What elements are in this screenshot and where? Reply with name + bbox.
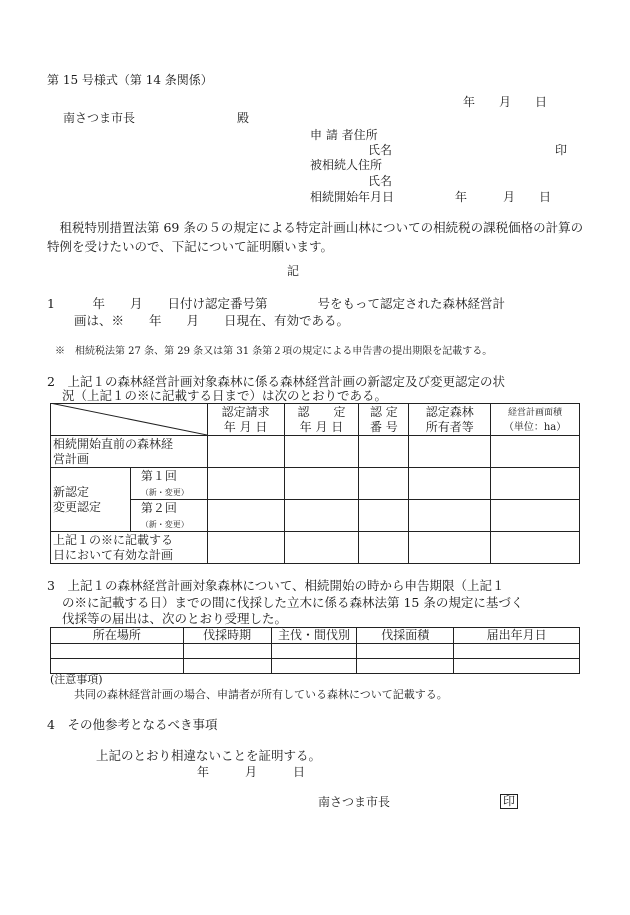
- ki-heading: 記: [287, 264, 300, 278]
- item1-line1: 1 年 月 日付け認定番号第 号をもって認定された森林経営計: [47, 296, 505, 311]
- notes-title: (注意事項): [50, 673, 103, 686]
- item3-line3: 伐採等の届出は、次のとおり受理した。: [62, 611, 288, 626]
- item1-line2: 画は、※ 年 月 日現在、有効である。: [74, 313, 350, 328]
- addressee: 南さつま市長: [63, 111, 136, 125]
- header-request-date: 認定請求 年 月 日: [207, 404, 284, 436]
- certify-date: 年 月 日: [197, 765, 306, 779]
- table-row: [51, 500, 580, 532]
- date-line: 年 月 日: [463, 95, 548, 109]
- table-row: [51, 468, 580, 500]
- certification-table: [50, 403, 580, 564]
- header-report-date: 届出年月日: [454, 628, 580, 644]
- row-label-new-change: 新認定 変更認定: [51, 468, 131, 532]
- header-approval-date: 認 定 年 月 日: [284, 404, 359, 436]
- item1-note: ※ 相続税法第 27 条、第 29 条又は第 31 条第２項の規定による申告書の提出期限を記載する。: [55, 346, 493, 357]
- round2-cell: 第２回 （新・変更）: [130, 500, 207, 532]
- inherit-date-value: 年 月 日: [455, 190, 552, 204]
- addressee-suffix: 殿: [237, 111, 250, 125]
- row-label-prior-plan: 相続開始直前の森林経 営計画: [51, 436, 208, 468]
- felling-table: [50, 627, 580, 674]
- item2-line1: 2 上記１の森林経営計画対象森林に係る森林経営計画の新認定及び変更認定の状: [47, 374, 505, 389]
- notes-body: 共同の森林経営計画の場合、申請者が所有している森林について記載する。: [74, 688, 448, 701]
- issuer-seal: 印: [500, 794, 518, 810]
- applicant-name-label: 氏名: [368, 143, 393, 157]
- decedent-address-label: 被相続人住所: [310, 158, 383, 172]
- round1-cell: 第１回 （新・変更）: [130, 468, 207, 500]
- form-number: 第 15 号様式（第 14 条関係）: [47, 73, 213, 87]
- applicant-address-label: 申 請 者住所: [310, 128, 378, 142]
- seal-mark: 印: [555, 143, 568, 157]
- item3-line2: の※に記載する日）までの間に伐採した立木に係る森林法第 15 条の規定に基づく: [62, 595, 524, 610]
- table-row: [51, 644, 580, 659]
- header-blank: [51, 404, 208, 436]
- table-row: [51, 436, 580, 468]
- inherit-date-label: 相続開始年月日: [310, 190, 395, 204]
- intro-paragraph: 租税特別措置法第 69 条の５の規定による特定計画山林についての相続税の課税価格の計算の特例を受けたいので、下記について証明願います。: [47, 220, 584, 254]
- header-approval-number: 認 定 番 号: [359, 404, 409, 436]
- header-area: 経営計画面積 （単位：ha）: [491, 404, 580, 436]
- row-label-valid-plan: 上記１の※に記載する 日において有効な計画: [51, 532, 208, 564]
- header-felling-type: 主伐・間伐別: [271, 628, 357, 644]
- header-felling-area: 伐採面積: [357, 628, 454, 644]
- table-row: [51, 532, 580, 564]
- item3-line1: 3 上記１の森林経営計画対象森林について、相続開始の時から申告期限（上記１: [47, 578, 505, 593]
- decedent-name-label: 氏名: [368, 174, 393, 188]
- header-owner: 認定森林 所有者等: [409, 404, 491, 436]
- header-felling-time: 伐採時期: [183, 628, 271, 644]
- certify-text: 上記のとおり相違ないことを証明する。: [96, 748, 322, 763]
- table-row: [51, 659, 580, 674]
- item4: 4 その他参考となるべき事項: [47, 717, 218, 732]
- header-location: 所在場所: [51, 628, 184, 644]
- item2-line2: 況（上記１の※に記載する日まで）は次のとおりである。: [62, 388, 388, 403]
- issuer: 南さつま市長: [318, 795, 391, 809]
